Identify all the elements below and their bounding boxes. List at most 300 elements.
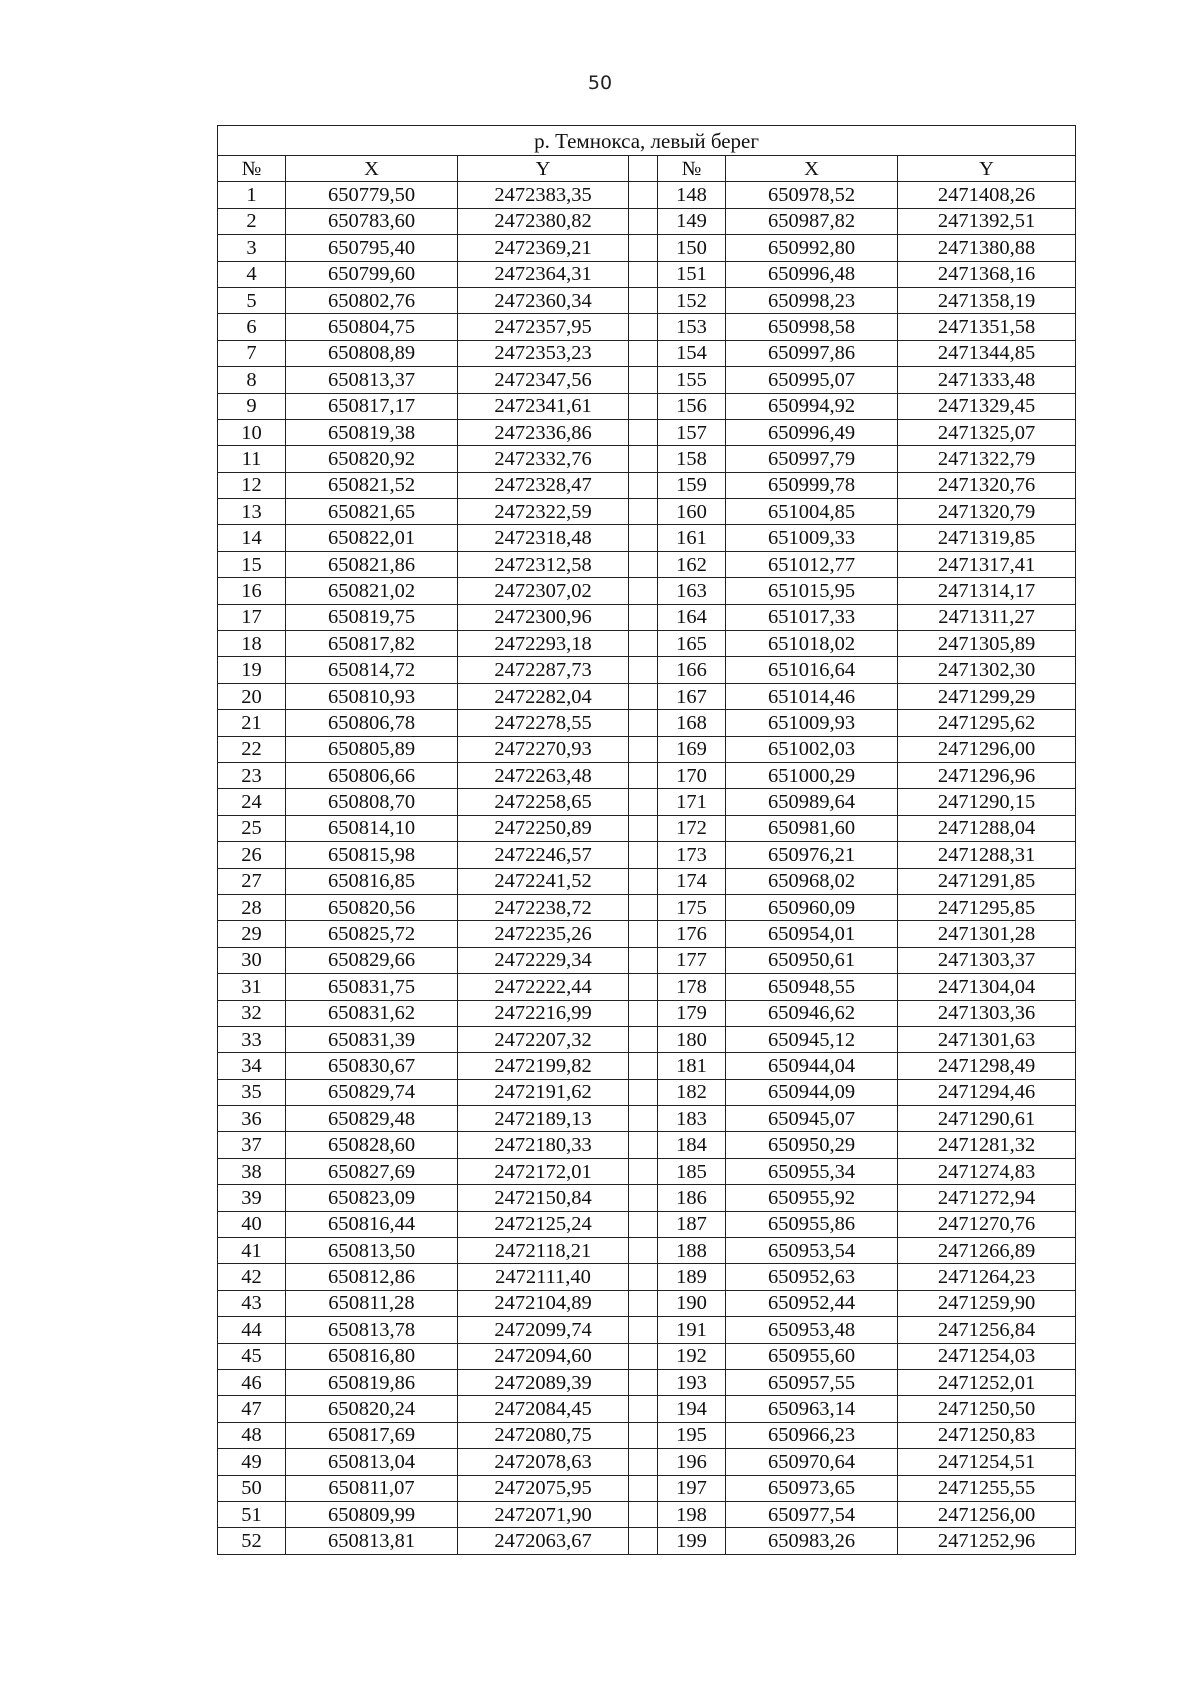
cell-x-left: 650808,89 — [286, 340, 458, 366]
cell-x-left: 650814,72 — [286, 657, 458, 683]
column-gap — [629, 551, 658, 577]
column-gap — [629, 261, 658, 287]
table-row — [218, 525, 1076, 551]
cell-x-left: 650819,86 — [286, 1369, 458, 1395]
cell-y-right: 2471250,50 — [898, 1396, 1076, 1422]
cell-num-left: 51 — [218, 1501, 286, 1527]
cell-y-right: 2471299,29 — [898, 683, 1076, 709]
cell-num-left: 9 — [218, 393, 286, 419]
table-body — [218, 126, 1076, 1555]
table-row — [218, 1158, 1076, 1184]
cell-num-left: 28 — [218, 894, 286, 920]
table-row — [218, 367, 1076, 393]
cell-y-right: 2471272,94 — [898, 1185, 1076, 1211]
cell-num-right: 196 — [658, 1449, 726, 1475]
cell-y-left: 2472222,44 — [458, 974, 629, 1000]
cell-x-right: 650950,29 — [726, 1132, 898, 1158]
cell-x-right: 650996,49 — [726, 419, 898, 445]
cell-y-right: 2471303,36 — [898, 1000, 1076, 1026]
cell-x-left: 650820,24 — [286, 1396, 458, 1422]
cell-x-left: 650813,50 — [286, 1238, 458, 1264]
cell-y-right: 2471320,76 — [898, 472, 1076, 498]
column-gap — [629, 657, 658, 683]
cell-x-right: 651017,33 — [726, 604, 898, 630]
cell-x-right: 650957,55 — [726, 1369, 898, 1395]
cell-num-left: 10 — [218, 419, 286, 445]
cell-num-right: 172 — [658, 815, 726, 841]
cell-x-right: 650989,64 — [726, 789, 898, 815]
cell-num-left: 18 — [218, 631, 286, 657]
column-gap — [629, 631, 658, 657]
table-row — [218, 1079, 1076, 1105]
cell-y-left: 2472282,04 — [458, 683, 629, 709]
column-gap — [629, 1053, 658, 1079]
column-gap — [629, 235, 658, 261]
cell-num-right: 176 — [658, 921, 726, 947]
table-row — [218, 947, 1076, 973]
cell-y-right: 2471290,15 — [898, 789, 1076, 815]
table-row — [218, 868, 1076, 894]
cell-y-right: 2471301,63 — [898, 1026, 1076, 1052]
cell-num-right: 183 — [658, 1106, 726, 1132]
cell-y-right: 2471255,55 — [898, 1475, 1076, 1501]
cell-x-left: 650795,40 — [286, 235, 458, 261]
table-row — [218, 631, 1076, 657]
cell-x-left: 650779,50 — [286, 182, 458, 208]
cell-y-right: 2471290,61 — [898, 1106, 1076, 1132]
cell-num-right: 149 — [658, 208, 726, 234]
table-row — [218, 657, 1076, 683]
table-row — [218, 1053, 1076, 1079]
cell-y-left: 2472172,01 — [458, 1158, 629, 1184]
table-row — [218, 1528, 1076, 1554]
cell-num-right: 159 — [658, 472, 726, 498]
cell-x-right: 650955,92 — [726, 1185, 898, 1211]
cell-x-right: 650945,07 — [726, 1106, 898, 1132]
cell-y-right: 2471325,07 — [898, 419, 1076, 445]
cell-x-right: 650944,09 — [726, 1079, 898, 1105]
cell-y-left: 2472328,47 — [458, 472, 629, 498]
cell-y-right: 2471301,28 — [898, 921, 1076, 947]
table-row — [218, 1106, 1076, 1132]
cell-y-left: 2472099,74 — [458, 1317, 629, 1343]
cell-num-left: 40 — [218, 1211, 286, 1237]
column-gap — [629, 1475, 658, 1501]
cell-num-left: 5 — [218, 287, 286, 313]
cell-x-right: 651015,95 — [726, 578, 898, 604]
cell-y-left: 2472118,21 — [458, 1238, 629, 1264]
cell-y-left: 2472336,86 — [458, 419, 629, 445]
cell-x-right: 651009,33 — [726, 525, 898, 551]
cell-x-right: 650953,48 — [726, 1317, 898, 1343]
column-gap — [629, 578, 658, 604]
cell-x-left: 650825,72 — [286, 921, 458, 947]
table-row — [218, 1317, 1076, 1343]
cell-x-left: 650822,01 — [286, 525, 458, 551]
cell-num-left: 26 — [218, 842, 286, 868]
cell-num-right: 163 — [658, 578, 726, 604]
cell-num-left: 21 — [218, 710, 286, 736]
cell-y-left: 2472241,52 — [458, 868, 629, 894]
table-row — [218, 1396, 1076, 1422]
column-gap — [629, 340, 658, 366]
cell-x-right: 651009,93 — [726, 710, 898, 736]
cell-y-right: 2471311,27 — [898, 604, 1076, 630]
column-gap — [629, 208, 658, 234]
cell-y-right: 2471392,51 — [898, 208, 1076, 234]
cell-y-right: 2471295,85 — [898, 894, 1076, 920]
header-y-right: Y — [898, 156, 1076, 182]
cell-y-left: 2472063,67 — [458, 1528, 629, 1554]
column-gap — [629, 1501, 658, 1527]
table-row — [218, 287, 1076, 313]
table-row — [218, 974, 1076, 1000]
table-row — [218, 182, 1076, 208]
cell-y-left: 2472104,89 — [458, 1290, 629, 1316]
cell-x-left: 650783,60 — [286, 208, 458, 234]
cell-num-left: 27 — [218, 868, 286, 894]
cell-x-right: 651012,77 — [726, 551, 898, 577]
cell-num-left: 20 — [218, 683, 286, 709]
cell-x-right: 650977,54 — [726, 1501, 898, 1527]
column-gap — [629, 894, 658, 920]
cell-num-left: 15 — [218, 551, 286, 577]
cell-num-left: 31 — [218, 974, 286, 1000]
header-num-left: № — [218, 156, 286, 182]
cell-num-left: 42 — [218, 1264, 286, 1290]
cell-x-left: 650831,62 — [286, 1000, 458, 1026]
cell-num-right: 180 — [658, 1026, 726, 1052]
cell-num-right: 175 — [658, 894, 726, 920]
table-row — [218, 815, 1076, 841]
table-row — [218, 1475, 1076, 1501]
cell-num-right: 160 — [658, 499, 726, 525]
cell-num-left: 3 — [218, 235, 286, 261]
cell-num-left: 49 — [218, 1449, 286, 1475]
cell-num-left: 25 — [218, 815, 286, 841]
cell-x-right: 650998,58 — [726, 314, 898, 340]
cell-x-left: 650827,69 — [286, 1158, 458, 1184]
cell-y-right: 2471281,32 — [898, 1132, 1076, 1158]
column-gap — [629, 472, 658, 498]
cell-y-right: 2471254,03 — [898, 1343, 1076, 1369]
cell-y-right: 2471322,79 — [898, 446, 1076, 472]
page-number: 50 — [587, 72, 613, 94]
table-row — [218, 1501, 1076, 1527]
table-row — [218, 1000, 1076, 1026]
cell-y-left: 2472094,60 — [458, 1343, 629, 1369]
column-gap — [629, 1528, 658, 1554]
cell-x-left: 650819,38 — [286, 419, 458, 445]
table-row — [218, 1238, 1076, 1264]
cell-num-left: 50 — [218, 1475, 286, 1501]
cell-x-left: 650810,93 — [286, 683, 458, 709]
cell-x-right: 650970,64 — [726, 1449, 898, 1475]
column-gap — [629, 1317, 658, 1343]
cell-x-left: 650829,48 — [286, 1106, 458, 1132]
column-gap — [629, 604, 658, 630]
cell-y-right: 2471274,83 — [898, 1158, 1076, 1184]
cell-y-left: 2472235,26 — [458, 921, 629, 947]
cell-y-left: 2472341,61 — [458, 393, 629, 419]
table-row — [218, 551, 1076, 577]
cell-x-right: 650953,54 — [726, 1238, 898, 1264]
cell-y-right: 2471264,23 — [898, 1264, 1076, 1290]
cell-x-left: 650820,56 — [286, 894, 458, 920]
cell-y-right: 2471291,85 — [898, 868, 1076, 894]
column-gap — [629, 1449, 658, 1475]
cell-y-left: 2472263,48 — [458, 762, 629, 788]
cell-y-left: 2472199,82 — [458, 1053, 629, 1079]
cell-x-right: 650996,48 — [726, 261, 898, 287]
cell-x-left: 650828,60 — [286, 1132, 458, 1158]
cell-num-right: 173 — [658, 842, 726, 868]
column-gap — [629, 789, 658, 815]
cell-num-right: 165 — [658, 631, 726, 657]
cell-x-left: 650821,65 — [286, 499, 458, 525]
table-row — [218, 1290, 1076, 1316]
cell-num-right: 150 — [658, 235, 726, 261]
cell-y-right: 2471358,19 — [898, 287, 1076, 313]
cell-num-right: 184 — [658, 1132, 726, 1158]
cell-x-left: 650820,92 — [286, 446, 458, 472]
cell-num-left: 44 — [218, 1317, 286, 1343]
cell-num-right: 162 — [658, 551, 726, 577]
cell-num-left: 32 — [218, 1000, 286, 1026]
cell-num-left: 12 — [218, 472, 286, 498]
cell-num-left: 46 — [218, 1369, 286, 1395]
cell-y-right: 2471259,90 — [898, 1290, 1076, 1316]
column-gap — [629, 683, 658, 709]
cell-y-left: 2472293,18 — [458, 631, 629, 657]
cell-y-right: 2471314,17 — [898, 578, 1076, 604]
cell-y-left: 2472380,82 — [458, 208, 629, 234]
cell-y-right: 2471256,84 — [898, 1317, 1076, 1343]
table-row — [218, 921, 1076, 947]
cell-num-left: 24 — [218, 789, 286, 815]
cell-num-right: 187 — [658, 1211, 726, 1237]
cell-y-right: 2471329,45 — [898, 393, 1076, 419]
cell-num-left: 37 — [218, 1132, 286, 1158]
cell-y-left: 2472075,95 — [458, 1475, 629, 1501]
cell-num-right: 197 — [658, 1475, 726, 1501]
cell-y-right: 2471252,01 — [898, 1369, 1076, 1395]
column-gap — [629, 1290, 658, 1316]
cell-x-right: 650944,04 — [726, 1053, 898, 1079]
column-gap — [629, 1211, 658, 1237]
table-row — [218, 419, 1076, 445]
column-gap — [629, 842, 658, 868]
cell-y-left: 2472084,45 — [458, 1396, 629, 1422]
cell-y-left: 2472189,13 — [458, 1106, 629, 1132]
header-x-right: X — [726, 156, 898, 182]
table-row — [218, 208, 1076, 234]
cell-x-right: 650997,86 — [726, 340, 898, 366]
cell-y-left: 2472270,93 — [458, 736, 629, 762]
cell-num-left: 4 — [218, 261, 286, 287]
column-gap — [629, 1132, 658, 1158]
cell-num-left: 36 — [218, 1106, 286, 1132]
cell-num-left: 14 — [218, 525, 286, 551]
cell-num-right: 182 — [658, 1079, 726, 1105]
cell-y-right: 2471408,26 — [898, 182, 1076, 208]
table-row — [218, 314, 1076, 340]
cell-x-left: 650813,78 — [286, 1317, 458, 1343]
cell-num-left: 17 — [218, 604, 286, 630]
column-gap — [629, 182, 658, 208]
cell-y-right: 2471252,96 — [898, 1528, 1076, 1554]
cell-y-right: 2471254,51 — [898, 1449, 1076, 1475]
cell-num-right: 193 — [658, 1369, 726, 1395]
cell-y-left: 2472258,65 — [458, 789, 629, 815]
cell-x-right: 650992,80 — [726, 235, 898, 261]
table-row — [218, 393, 1076, 419]
cell-x-left: 650821,52 — [286, 472, 458, 498]
table-row — [218, 736, 1076, 762]
cell-x-right: 651000,29 — [726, 762, 898, 788]
table-row — [218, 446, 1076, 472]
cell-y-left: 2472357,95 — [458, 314, 629, 340]
cell-x-left: 650813,37 — [286, 367, 458, 393]
cell-x-left: 650811,07 — [286, 1475, 458, 1501]
table-row — [218, 1264, 1076, 1290]
cell-x-right: 651018,02 — [726, 631, 898, 657]
cell-x-left: 650817,82 — [286, 631, 458, 657]
column-gap — [629, 367, 658, 393]
cell-num-left: 52 — [218, 1528, 286, 1554]
column-gap — [629, 921, 658, 947]
table-header-row — [218, 156, 1076, 182]
table-row — [218, 842, 1076, 868]
column-gap — [629, 762, 658, 788]
cell-num-left: 29 — [218, 921, 286, 947]
cell-x-left: 650830,67 — [286, 1053, 458, 1079]
cell-y-left: 2472322,59 — [458, 499, 629, 525]
cell-y-left: 2472347,56 — [458, 367, 629, 393]
cell-y-left: 2472246,57 — [458, 842, 629, 868]
cell-y-left: 2472229,34 — [458, 947, 629, 973]
cell-x-right: 650966,23 — [726, 1422, 898, 1448]
header-num-right: № — [658, 156, 726, 182]
cell-y-left: 2472150,84 — [458, 1185, 629, 1211]
cell-num-left: 34 — [218, 1053, 286, 1079]
table-row — [218, 1422, 1076, 1448]
table-row — [218, 1132, 1076, 1158]
column-gap — [629, 1079, 658, 1105]
cell-num-right: 188 — [658, 1238, 726, 1264]
cell-num-right: 185 — [658, 1158, 726, 1184]
cell-num-right: 192 — [658, 1343, 726, 1369]
cell-y-right: 2471333,48 — [898, 367, 1076, 393]
cell-y-right: 2471288,04 — [898, 815, 1076, 841]
cell-num-left: 6 — [218, 314, 286, 340]
cell-num-right: 166 — [658, 657, 726, 683]
table-row — [218, 604, 1076, 630]
cell-x-left: 650821,86 — [286, 551, 458, 577]
cell-x-right: 650960,09 — [726, 894, 898, 920]
table-row — [218, 1026, 1076, 1052]
cell-x-right: 651016,64 — [726, 657, 898, 683]
cell-x-left: 650823,09 — [286, 1185, 458, 1211]
column-gap — [629, 1422, 658, 1448]
cell-x-right: 650952,63 — [726, 1264, 898, 1290]
cell-x-left: 650831,39 — [286, 1026, 458, 1052]
cell-y-left: 2472287,73 — [458, 657, 629, 683]
cell-y-right: 2471250,83 — [898, 1422, 1076, 1448]
column-gap — [629, 868, 658, 894]
cell-y-right: 2471317,41 — [898, 551, 1076, 577]
cell-num-right: 158 — [658, 446, 726, 472]
cell-num-right: 178 — [658, 974, 726, 1000]
cell-x-right: 650955,86 — [726, 1211, 898, 1237]
cell-y-right: 2471270,76 — [898, 1211, 1076, 1237]
cell-x-left: 650806,78 — [286, 710, 458, 736]
cell-y-left: 2472318,48 — [458, 525, 629, 551]
cell-x-right: 650954,01 — [726, 921, 898, 947]
coordinates-table — [217, 125, 1076, 1555]
cell-x-left: 650816,44 — [286, 1211, 458, 1237]
table-row — [218, 683, 1076, 709]
cell-num-right: 191 — [658, 1317, 726, 1343]
cell-y-left: 2472307,02 — [458, 578, 629, 604]
cell-x-left: 650809,99 — [286, 1501, 458, 1527]
cell-num-right: 190 — [658, 1290, 726, 1316]
cell-num-left: 45 — [218, 1343, 286, 1369]
cell-num-right: 198 — [658, 1501, 726, 1527]
cell-num-left: 7 — [218, 340, 286, 366]
cell-y-right: 2471344,85 — [898, 340, 1076, 366]
cell-num-left: 13 — [218, 499, 286, 525]
cell-num-left: 38 — [218, 1158, 286, 1184]
cell-x-right: 650952,44 — [726, 1290, 898, 1316]
cell-x-right: 650981,60 — [726, 815, 898, 841]
cell-y-left: 2472089,39 — [458, 1369, 629, 1395]
cell-y-left: 2472312,58 — [458, 551, 629, 577]
table-row — [218, 762, 1076, 788]
cell-y-right: 2471368,16 — [898, 261, 1076, 287]
table-row — [218, 1449, 1076, 1475]
cell-x-left: 650817,17 — [286, 393, 458, 419]
cell-x-left: 650817,69 — [286, 1422, 458, 1448]
cell-y-left: 2472250,89 — [458, 815, 629, 841]
cell-y-left: 2472216,99 — [458, 1000, 629, 1026]
cell-x-right: 651004,85 — [726, 499, 898, 525]
table-row — [218, 1343, 1076, 1369]
cell-y-left: 2472180,33 — [458, 1132, 629, 1158]
cell-x-right: 650994,92 — [726, 393, 898, 419]
table-row — [218, 1211, 1076, 1237]
cell-y-left: 2472332,76 — [458, 446, 629, 472]
table-row — [218, 789, 1076, 815]
cell-y-left: 2472300,96 — [458, 604, 629, 630]
cell-x-left: 650821,02 — [286, 578, 458, 604]
column-gap — [629, 287, 658, 313]
cell-x-left: 650805,89 — [286, 736, 458, 762]
cell-x-left: 650816,85 — [286, 868, 458, 894]
cell-y-left: 2472191,62 — [458, 1079, 629, 1105]
cell-x-left: 650799,60 — [286, 261, 458, 287]
column-gap — [629, 1264, 658, 1290]
cell-x-left: 650813,81 — [286, 1528, 458, 1554]
cell-x-right: 650948,55 — [726, 974, 898, 1000]
column-gap — [629, 974, 658, 1000]
cell-num-right: 156 — [658, 393, 726, 419]
column-gap — [629, 1000, 658, 1026]
cell-y-right: 2471380,88 — [898, 235, 1076, 261]
cell-y-left: 2472364,31 — [458, 261, 629, 287]
cell-y-left: 2472369,21 — [458, 235, 629, 261]
cell-x-right: 650955,34 — [726, 1158, 898, 1184]
